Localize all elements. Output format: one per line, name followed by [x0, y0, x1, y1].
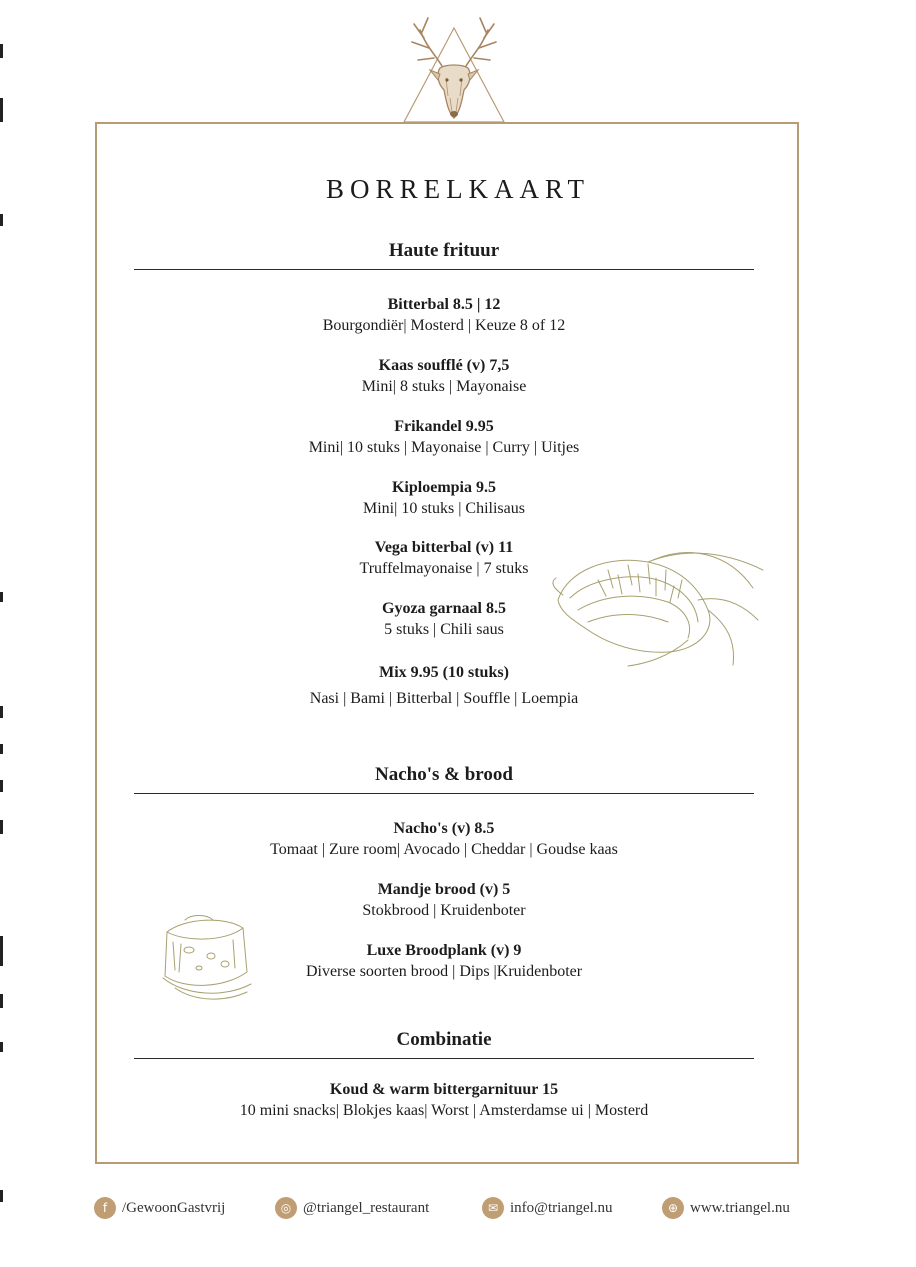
footer-instagram[interactable] [275, 1194, 429, 1222]
item-description: Tomaat | Zure room| Avocado | Cheddar | Goudse kaas [270, 841, 618, 858]
facebook-icon: f [94, 1197, 116, 1219]
scan-mark [0, 44, 3, 58]
item-description: Mini| 10 stuks | Mayonaise | Curry | Uitjes [308, 439, 580, 456]
item-description: Nasi | Bami | Bitterbal | Souffle | Loempia [309, 690, 579, 707]
scan-mark [0, 744, 3, 754]
footer-mail-text: info@triangel.nu [510, 1199, 613, 1216]
scan-mark [0, 214, 3, 226]
item-description: Mini| 10 stuks | Chilisaus [363, 500, 525, 517]
mail-icon: ✉ [482, 1197, 504, 1219]
footer-facebook-text: /GewoonGastvrij [122, 1199, 226, 1216]
section-divider [134, 1058, 754, 1059]
scan-mark [0, 820, 3, 834]
section-title: Haute frituur [388, 240, 500, 261]
scan-mark [0, 1042, 3, 1052]
item-description: Stokbrood | Kruidenboter [362, 902, 526, 919]
item-name: Frikandel 9.95 [394, 418, 494, 435]
item-name: Mandje brood (v) 5 [377, 881, 511, 898]
scan-mark [0, 98, 3, 122]
scan-mark [0, 592, 3, 602]
page-title: BORRELKAART [326, 174, 590, 204]
menu-item [134, 417, 754, 458]
item-name: Nacho's (v) 8.5 [393, 820, 495, 837]
item-description: Bourgondiër| Mosterd | Keuze 8 of 12 [322, 317, 566, 334]
item-name: Bitterbal 8.5 | 12 [387, 296, 501, 313]
footer-website-text: www.triangel.nu [690, 1199, 790, 1216]
menu-item [134, 295, 754, 336]
footer-instagram-text: @triangel_restaurant [303, 1199, 430, 1216]
footer-facebook[interactable] [94, 1194, 225, 1222]
item-description: Mini| 8 stuks | Mayonaise [361, 378, 527, 395]
item-name: Gyoza garnaal 8.5 [382, 600, 506, 617]
cheese-illustration-icon [155, 912, 255, 1004]
footer-website[interactable] [662, 1194, 790, 1222]
item-description: 10 mini snacks| Blokjes kaas| Worst | Amsterdamse ui | Mosterd [239, 1102, 649, 1119]
item-description: 5 stuks | Chili saus [384, 621, 504, 638]
section-title: Combinatie [396, 1029, 492, 1050]
menu-item [134, 478, 754, 519]
scan-mark [0, 994, 3, 1008]
item-name: Kiploempia 9.5 [391, 479, 496, 496]
scan-mark [0, 706, 3, 718]
section-title: Nacho's & brood [375, 764, 513, 785]
section-divider [134, 793, 754, 794]
footer-mail[interactable] [482, 1194, 613, 1222]
item-name: Koud & warm bittergarnituur 15 [329, 1081, 559, 1098]
menu-item [134, 819, 754, 860]
item-description: Diverse soorten brood | Dips |Kruidenboter [305, 963, 583, 980]
footer [0, 1194, 916, 1222]
instagram-icon: ◎ [275, 1197, 297, 1219]
scan-mark [0, 936, 3, 966]
scan-mark [0, 780, 3, 792]
item-name: Vega bitterbal (v) 11 [374, 539, 514, 556]
deer-logo-icon [384, 8, 524, 132]
globe-icon: ⊕ [662, 1197, 684, 1219]
menu-item [134, 1080, 754, 1121]
item-name: Mix 9.95 (10 stuks) [379, 664, 509, 681]
section-divider [134, 269, 754, 270]
item-name: Kaas soufflé (v) 7,5 [378, 357, 510, 374]
item-name: Luxe Broodplank (v) 9 [366, 942, 522, 959]
item-description: Truffelmayonaise | 7 stuks [359, 560, 529, 577]
menu-item [134, 356, 754, 397]
shrimp-illustration-icon [548, 540, 768, 670]
